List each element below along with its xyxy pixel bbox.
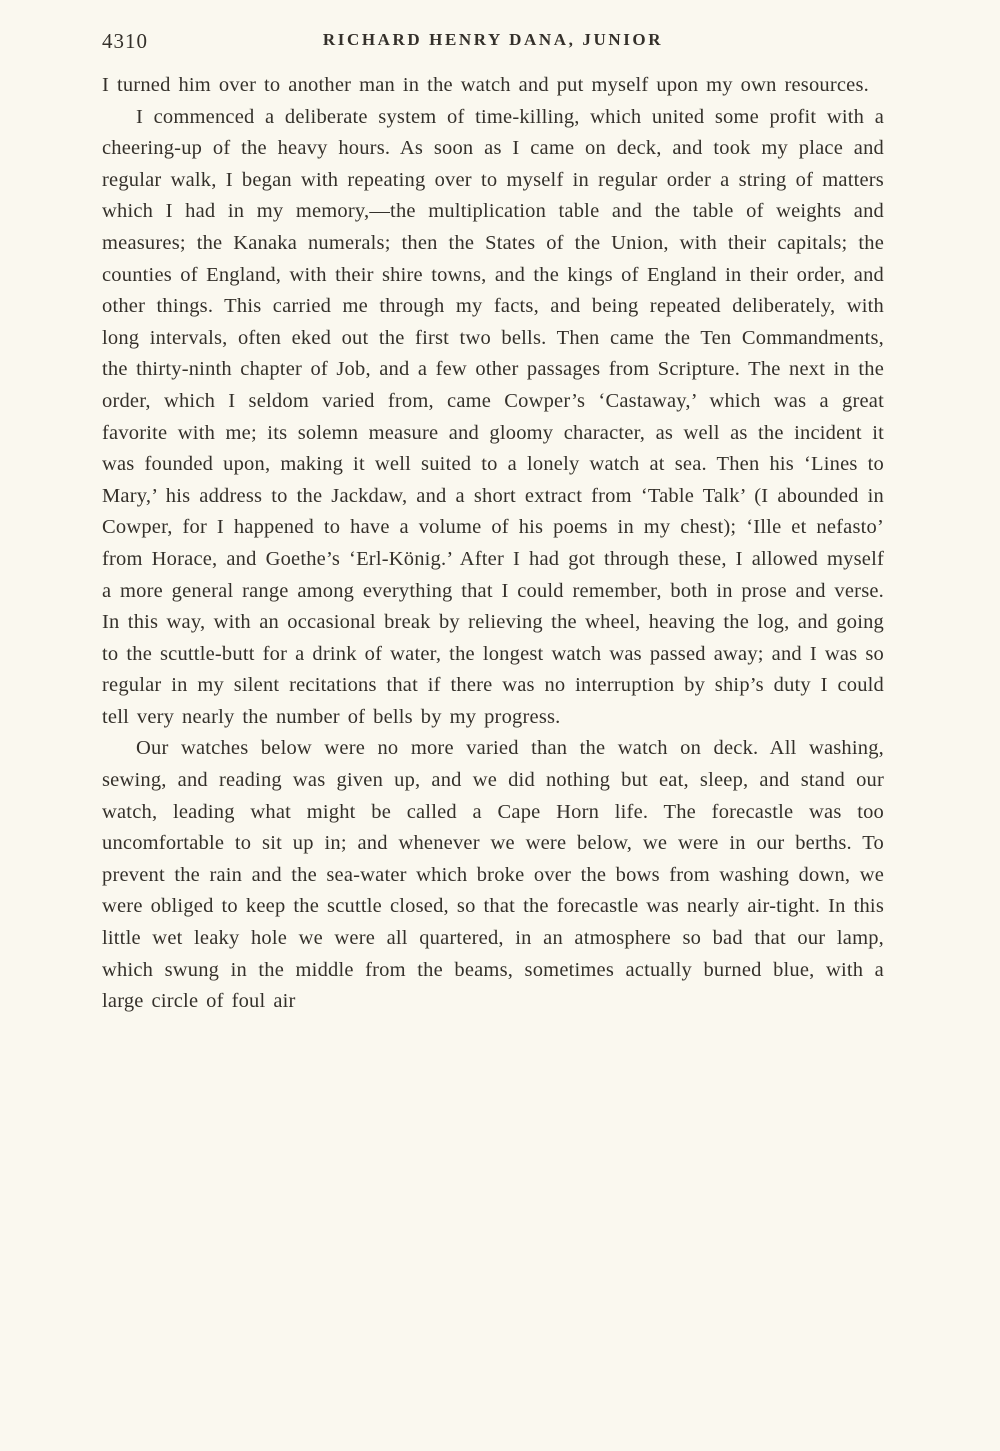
- paragraph: I commenced a deliberate system of time-killing, which united some profit with a cheering-up of the heavy hours. As soon as I came on deck, and took my place and regular walk, I began with repeating over to myself in regular order a string of matters which I had in my memory,—the multiplication table and the table of weights and measures; the Kanaka numerals; then the States of the Union, with their capitals; the counties of England, with their shire towns, and the kings of England in their order, and other things. This carried me through my facts, and being repeated deliberately, with long intervals, often eked out the first two bells. Then came the Ten Commandments, the thirty-ninth chapter of Job, and a few other passages from Scripture. The next in the order, which I seldom varied from, came Cowper’s ‘Castaway,’ which was a great favorite with me; its solemn measure and gloomy character, as well as the incident it was founded upon, making it well suited to a lonely watch at sea. Then his ‘Lines to Mary,’ his address to the Jackdaw, and a short extract from ‘Table Talk’ (I abounded in Cowper, for I happened to have a volume of his poems in my chest); ‘Ille et nefasto’ from Horace, and Goethe’s ‘Erl-König.’ After I had got through these, I allowed myself a more general range among everything that I could remember, both in prose and verse. In this way, with an occasional break by relieving the wheel, heaving the log, and going to the scuttle-butt for a drink of water, the longest watch was passed away; and I was so regular in my silent recitations that if there was no interruption by ship’s duty I could tell very nearly the number of bells by my progress.: [102, 105, 884, 728]
- paragraph-continuation: I turned him over to another man in the watch and put myself upon my own resources.: [102, 74, 869, 96]
- page-header: [102, 26, 884, 54]
- running-title: RICHARD HENRY DANA, JUNIOR: [322, 30, 664, 49]
- paragraph: Our watches below were no more varied than the watch on deck. All washing, sewing, and reading was given up, and we did nothing but eat, sleep, and stand our watch, leading what might be called a Cape Horn life. The forecastle was too uncomfortable to sit up in; and whenever we were below, we were in our berths. To prevent the rain and the sea-water which broke over the bows from washing down, we were obliged to keep the scuttle closed, so that the forecastle was nearly air-tight. In this little wet leaky hole we were all quartered, in an atmosphere so bad that our lamp, which swung in the middle from the beams, sometimes actually burned blue, with a large circle of foul air: [102, 737, 884, 1013]
- page-body: [102, 70, 884, 1018]
- page-number: 4310: [102, 29, 148, 53]
